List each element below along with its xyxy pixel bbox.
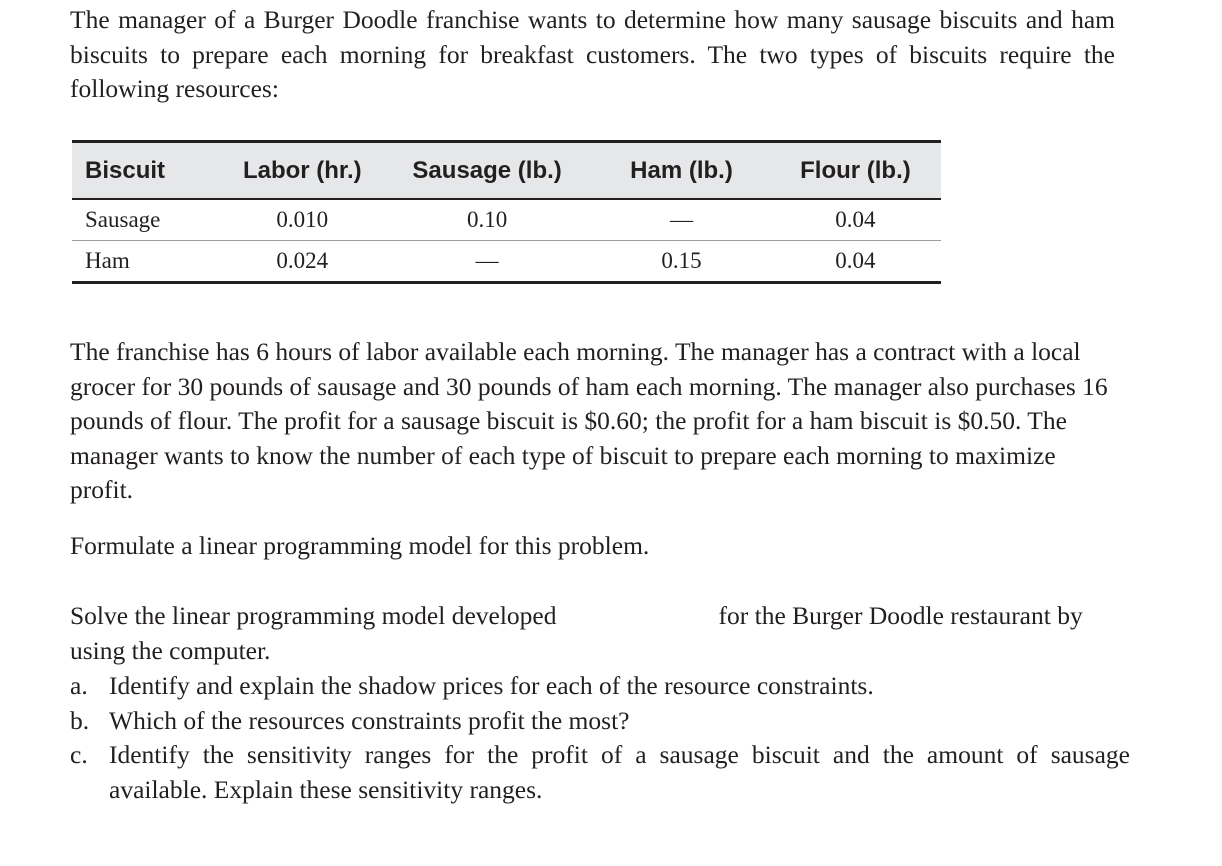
- resource-table: [72, 140, 941, 284]
- constraints-paragraph: The franchise has 6 hours of labor available each morning. The manager has a contract with a local grocer for 30 pounds of sausage and 30 pounds of ham each morning. The manager also purchases 16 pounds of flour. The profit for a sausage biscuit is $0.60; the profit for a ham biscuit is $0.50. The manager wants to know the number of each type of biscuit to prepare each morning to maximize profit.: [70, 337, 1108, 504]
- cell-biscuit: Ham: [85, 248, 130, 273]
- list-marker: a.: [70, 671, 88, 700]
- cell-labor: 0.010: [223, 199, 381, 241]
- table-header-row: [72, 142, 941, 200]
- header-labor: Labor (hr.): [223, 142, 381, 200]
- table-row: [72, 199, 941, 241]
- header-ham: Ham (lb.): [593, 142, 770, 200]
- cell-biscuit: Sausage: [72, 199, 223, 241]
- list-item: [70, 669, 1130, 704]
- header-flour: Flour (lb.): [770, 142, 941, 200]
- cell-flour: 0.04: [835, 248, 876, 273]
- question-text: Identify and explain the shadow prices for each of the resource constraints.: [109, 671, 874, 700]
- solve-instruction: [70, 599, 1130, 668]
- intro-paragraph: The manager of a Burger Doodle franchise wants to determine how many sausage biscuits and ham biscuits to prepare each morning for breakfast customers. The two types of biscuits require the following resources:: [70, 5, 1115, 103]
- cell-ham: —: [593, 199, 770, 241]
- solve-text-part1: Solve the linear programming model developed: [70, 601, 557, 630]
- list-item: [70, 738, 1130, 807]
- question-list: [70, 669, 1130, 807]
- list-item: [70, 704, 1130, 739]
- solve-text-part2: for the Burger Doodle restaurant by using the computer.: [70, 601, 1083, 665]
- formulate-instruction: Formulate a linear programming model for this problem.: [70, 531, 650, 560]
- header-biscuit: Biscuit: [72, 142, 223, 200]
- question-text: Which of the resources constraints profit the most?: [109, 705, 630, 735]
- cell-sausage: 0.10: [381, 199, 593, 241]
- question-text: Identify the sensitivity ranges for the profit of a sausage biscuit and the amount of sausage available. Explain these sensitivity ranges.: [109, 740, 1130, 804]
- cell-flour: 0.04: [770, 199, 941, 241]
- list-marker: b.: [70, 705, 90, 735]
- header-sausage: Sausage (lb.): [381, 142, 593, 200]
- cell-sausage: —: [475, 248, 499, 273]
- list-marker: c.: [70, 740, 88, 769]
- cell-ham: 0.15: [661, 248, 702, 273]
- table-row: [72, 241, 941, 283]
- cell-labor: 0.024: [276, 248, 329, 273]
